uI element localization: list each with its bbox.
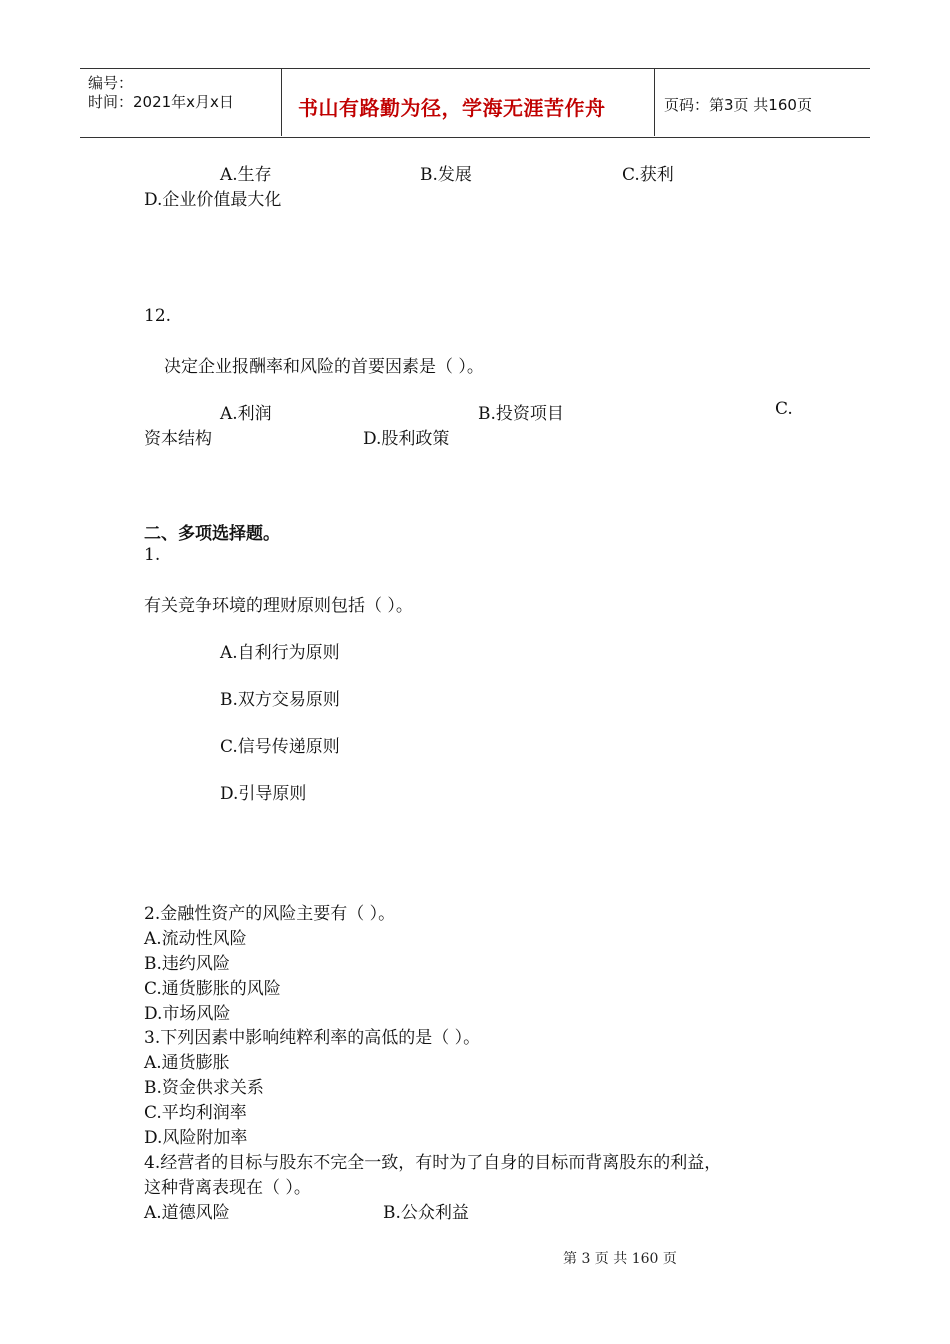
s2-q1-option-b: B.双方交易原则 (220, 690, 340, 710)
q12-option-b: B.投资项目 (478, 404, 564, 424)
s2-q3-option-a: A.通货膨胀 (144, 1053, 230, 1073)
s2-q2-option-a: A.流动性风险 (144, 929, 247, 949)
q11-option-c: C.获利 (622, 165, 674, 185)
q12-option-a: A.利润 (220, 404, 272, 424)
s2-q3-stem: 3.下列因素中影响纯粹利率的高低的是（ ）。 (144, 1028, 481, 1048)
s2-q1-option-d: D.引导原则 (220, 784, 307, 804)
q12-option-c-prefix: C. (775, 399, 793, 419)
q12-option-d: D.股利政策 (363, 429, 450, 449)
s2-q4-stem-line2: 这种背离表现在（ ）。 (144, 1178, 311, 1198)
q12-stem: 决定企业报酬率和风险的首要因素是（ ）。 (164, 357, 484, 377)
s2-q3-option-b: B.资金供求关系 (144, 1078, 264, 1098)
s2-q3-option-c: C.平均利润率 (144, 1103, 247, 1123)
s2-q1-option-c: C.信号传递原则 (220, 737, 340, 757)
s2-q2-stem: 2.金融性资产的风险主要有（ ）。 (144, 904, 396, 924)
q12-number: 12. (144, 306, 172, 326)
s2-q1-option-a: A.自利行为原则 (220, 643, 340, 663)
q11-option-b: B.发展 (420, 165, 472, 185)
q11-option-d: D.企业价值最大化 (144, 190, 282, 210)
header-divider (281, 68, 282, 136)
s2-q2-option-c: C.通货膨胀的风险 (144, 979, 281, 999)
header-number-label: 编号： (88, 74, 134, 92)
q11-option-a: A.生存 (220, 165, 272, 185)
q12-option-c-text: 资本结构 (144, 429, 212, 449)
header-page-label: 页码：第3页 共160页 (664, 96, 812, 114)
section-heading: 二、多项选择题。 (144, 524, 280, 544)
s2-q1-stem: 有关竞争环境的理财原则包括（ ）。 (144, 596, 413, 616)
header-motto: 书山有路勤为径，学海无涯苦作舟 (298, 96, 606, 120)
s2-q2-option-d: D.市场风险 (144, 1004, 231, 1024)
footer-page-number: 第 3 页 共 160 页 (563, 1251, 677, 1267)
header-time-label: 时间：2021年x月x日 (88, 93, 234, 111)
s2-q3-option-d: D.风险附加率 (144, 1128, 248, 1148)
s2-q2-option-b: B.违约风险 (144, 954, 230, 974)
header-divider (654, 68, 655, 136)
s2-q4-option-a: A.道德风险 (144, 1203, 230, 1223)
s2-q4-option-b: B.公众利益 (383, 1203, 469, 1223)
s2-q4-stem-line1: 4.经营者的目标与股东不完全一致，有时为了自身的目标而背离股东的利益， (144, 1153, 722, 1173)
s2-q1-number: 1. (144, 545, 161, 565)
